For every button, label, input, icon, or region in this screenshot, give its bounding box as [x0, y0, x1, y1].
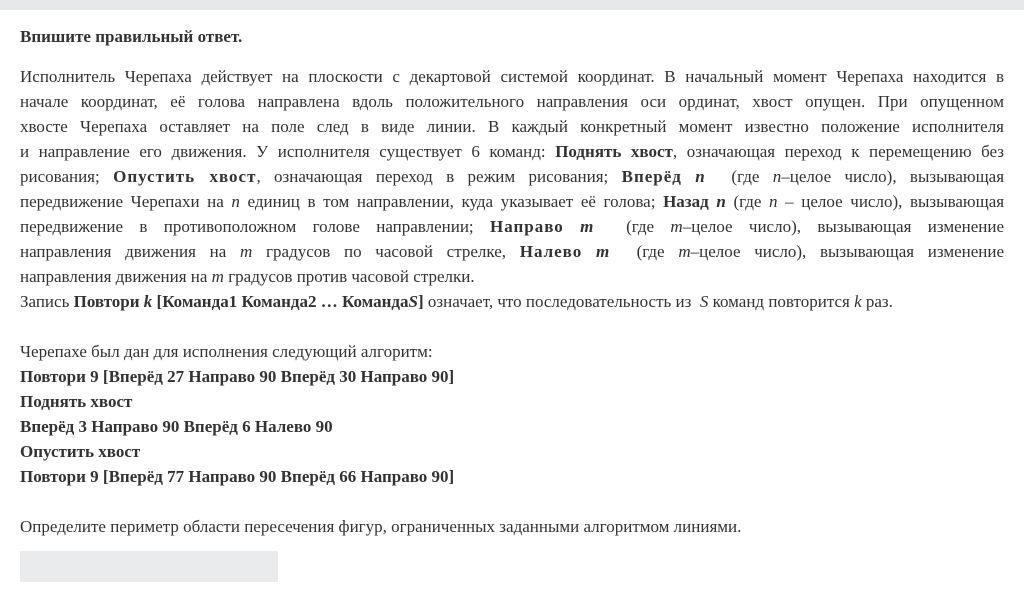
desc-text: (где: [731, 167, 760, 186]
algorithm-line: Вперёд 3 Направо 90 Вперёд 6 Налево 90: [20, 417, 333, 436]
desc-text: хвосте Черепаха оставляет на поле след в виде линии. В каждый конкретный момент известно положение исполнителя: [20, 117, 1004, 136]
desc-text: (где: [626, 217, 655, 236]
question-text: Определите периметр области пересечения фигур, ограниченных заданными алгоритмом линиями.: [20, 517, 742, 536]
desc-text: –целое число), вызывающая: [781, 167, 1005, 186]
desc-text: команд повторится: [712, 292, 850, 311]
desc-text: – целое число), вызывающая: [785, 192, 1005, 211]
variable-m: m: [678, 242, 691, 261]
desc-text: Исполнитель Черепаха действует на плоскости с декартовой системой координат. В начальный момент Черепаха находится в: [20, 67, 1004, 86]
variable-n: n: [231, 192, 240, 211]
desc-text: –целое число), вызывающая изменение: [682, 217, 1005, 236]
desc-text: означает, что последовательность из: [427, 292, 692, 311]
algorithm-line: Поднять хвост: [20, 392, 133, 411]
desc-line: [20, 264, 1004, 289]
variable-m: m: [595, 242, 610, 261]
variable-k: k: [143, 292, 153, 311]
command-pen-up: Поднять хвост: [555, 142, 673, 161]
variable-m: m: [240, 242, 253, 261]
task-instruction: Впишите правильный ответ.: [20, 27, 243, 46]
desc-text: (где: [733, 192, 762, 211]
desc-text: , означающая переход к перемещению без: [672, 142, 1004, 161]
desc-text: и направление его движения. У исполнителя существует 6 команд:: [20, 142, 546, 161]
algorithm-line: Опустить хвост: [20, 442, 141, 461]
desc-line: [20, 139, 1004, 164]
desc-text: , означающая переход в режим рисования;: [256, 167, 609, 186]
desc-text: направления движения на: [20, 242, 227, 261]
answer-input[interactable]: [20, 551, 278, 582]
command-repeat: Повтори: [73, 292, 140, 311]
variable-s: S: [408, 292, 418, 311]
desc-text: рисования;: [20, 167, 100, 186]
variable-n: n: [695, 167, 705, 186]
desc-text: начале координат, её голова направлена вдоль положительного направления оси ординат, хвост опущен. При опущенном: [20, 92, 1004, 111]
variable-m: m: [580, 217, 594, 236]
desc-line: [20, 89, 1004, 114]
task-content: [20, 24, 1004, 539]
variable-n: n: [716, 192, 726, 211]
desc-text: –целое число), вызывающая изменение: [690, 242, 1005, 261]
desc-text: Запись: [20, 292, 70, 311]
algorithm-block: [20, 364, 1004, 489]
variable-n: n: [769, 192, 778, 211]
repeat-syntax-line: [20, 289, 1004, 314]
variable-m: m: [670, 217, 683, 236]
desc-text: передвижение Черепахи на: [20, 192, 224, 211]
desc-text: раз.: [865, 292, 893, 311]
top-bar: [0, 0, 1024, 10]
repeat-close-bracket: ]: [417, 292, 424, 311]
repeat-commands: [Команда1 Команда2 … Команда: [156, 292, 409, 311]
command-back: Назад: [663, 192, 709, 211]
desc-line: [20, 164, 1004, 189]
algorithm-intro: Черепахе был дан для исполнения следующий алгоритм:: [20, 342, 433, 361]
task-description: [20, 64, 1004, 314]
algorithm-line: Повтори 9 [Вперёд 27 Направо 90 Вперёд 30 Направо 90]: [20, 367, 455, 386]
variable-m: m: [211, 267, 224, 286]
command-left: Налево: [519, 242, 583, 261]
command-forward: Вперёд: [621, 167, 682, 186]
desc-line: [20, 114, 1004, 139]
algorithm-line: Повтори 9 [Вперёд 77 Направо 90 Вперёд 66 Направо 90]: [20, 467, 455, 486]
desc-line: [20, 239, 1004, 264]
command-right: Направо: [489, 217, 564, 236]
desc-line: [20, 214, 1004, 239]
variable-k: k: [854, 292, 862, 311]
desc-text: единиц в том направлении, куда указывает её голова;: [247, 192, 656, 211]
desc-text: (где: [636, 242, 665, 261]
variable-n: n: [772, 167, 782, 186]
desc-line: [20, 64, 1004, 89]
desc-line: [20, 189, 1004, 214]
command-pen-down: Опустить хвост: [113, 167, 257, 186]
desc-text: передвижение в противоположном голове направлении;: [20, 217, 474, 236]
variable-s: S: [699, 292, 709, 311]
desc-text: градусов по часовой стрелке,: [266, 242, 506, 261]
desc-text: направления движения на: [20, 267, 208, 286]
desc-text: градусов против часовой стрелки.: [228, 267, 475, 286]
